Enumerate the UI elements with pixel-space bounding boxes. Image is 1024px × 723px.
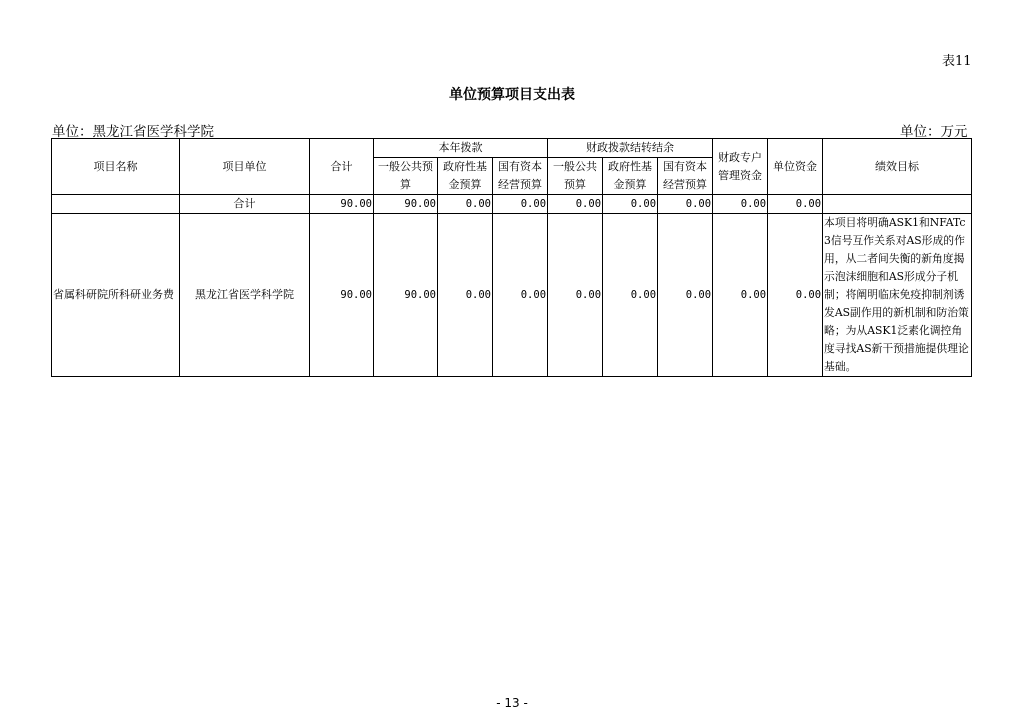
header-special-fund: 财政专户管理资金 [713,139,768,195]
header-carryover-group: 财政拨款结转结余 [548,139,713,158]
header-unit-fund: 单位资金 [768,139,823,195]
row-general-public: 90.00 [374,214,438,377]
project-expenditure-table [51,138,972,377]
table-number: 表11 [942,54,972,69]
header-current-year-group: 本年拨款 [374,139,548,158]
total-unit-fund: 0.00 [768,195,823,214]
total-total: 90.00 [310,195,374,214]
total-gov-fund: 0.00 [438,195,493,214]
row-performance-target: 本项目将明确ASK1和NFATc3信号互作关系对AS形成的作用，从二者间失衡的新角度揭示泡沫细胞和AS形成分子机制；将阐明临床免疫抑制剂诱发AS副作用的新机制和防治策略；为从ASK1泛素化调控角度寻找AS新干预措施提供理论基础。 [823,214,972,377]
header-total: 合计 [310,139,374,195]
row-state-capital: 0.00 [493,214,548,377]
header-general-public: 一般公共预算 [374,158,438,195]
header-project-name: 项目名称 [52,139,180,195]
total-general-public: 90.00 [374,195,438,214]
row-project-name: 省属科研院所科研业务费 [52,214,180,377]
page-number: - 13 - [496,696,528,710]
row-total: 90.00 [310,214,374,377]
total-carry-gov-fund: 0.00 [603,195,658,214]
row-special-fund: 0.00 [713,214,768,377]
row-carry-state-capital: 0.00 [658,214,713,377]
total-performance [823,195,972,214]
total-carry-general-public: 0.00 [548,195,603,214]
total-label: 合计 [180,195,310,214]
page-title: 单位预算项目支出表 [449,87,575,103]
row-project-unit: 黑龙江省医学科学院 [180,214,310,377]
header-project-unit: 项目单位 [180,139,310,195]
header-carry-state-capital: 国有资本经营预算 [658,158,713,195]
row-unit-fund: 0.00 [768,214,823,377]
header-gov-fund: 政府性基金预算 [438,158,493,195]
total-special-fund: 0.00 [713,195,768,214]
total-project-name [52,195,180,214]
header-carry-general-public: 一般公共预算 [548,158,603,195]
row-carry-gov-fund: 0.00 [603,214,658,377]
table-row [52,214,972,377]
total-row [52,195,972,214]
row-carry-general-public: 0.00 [548,214,603,377]
header-row-1 [52,139,972,158]
row-gov-fund: 0.00 [438,214,493,377]
header-carry-gov-fund: 政府性基金预算 [603,158,658,195]
total-state-capital: 0.00 [493,195,548,214]
total-carry-state-capital: 0.00 [658,195,713,214]
reporting-unit: 单位：黑龙江省医学科学院 [52,124,214,140]
header-state-capital: 国有资本经营预算 [493,158,548,195]
currency-unit: 单位：万元 [900,124,968,140]
header-performance: 绩效目标 [823,139,972,195]
